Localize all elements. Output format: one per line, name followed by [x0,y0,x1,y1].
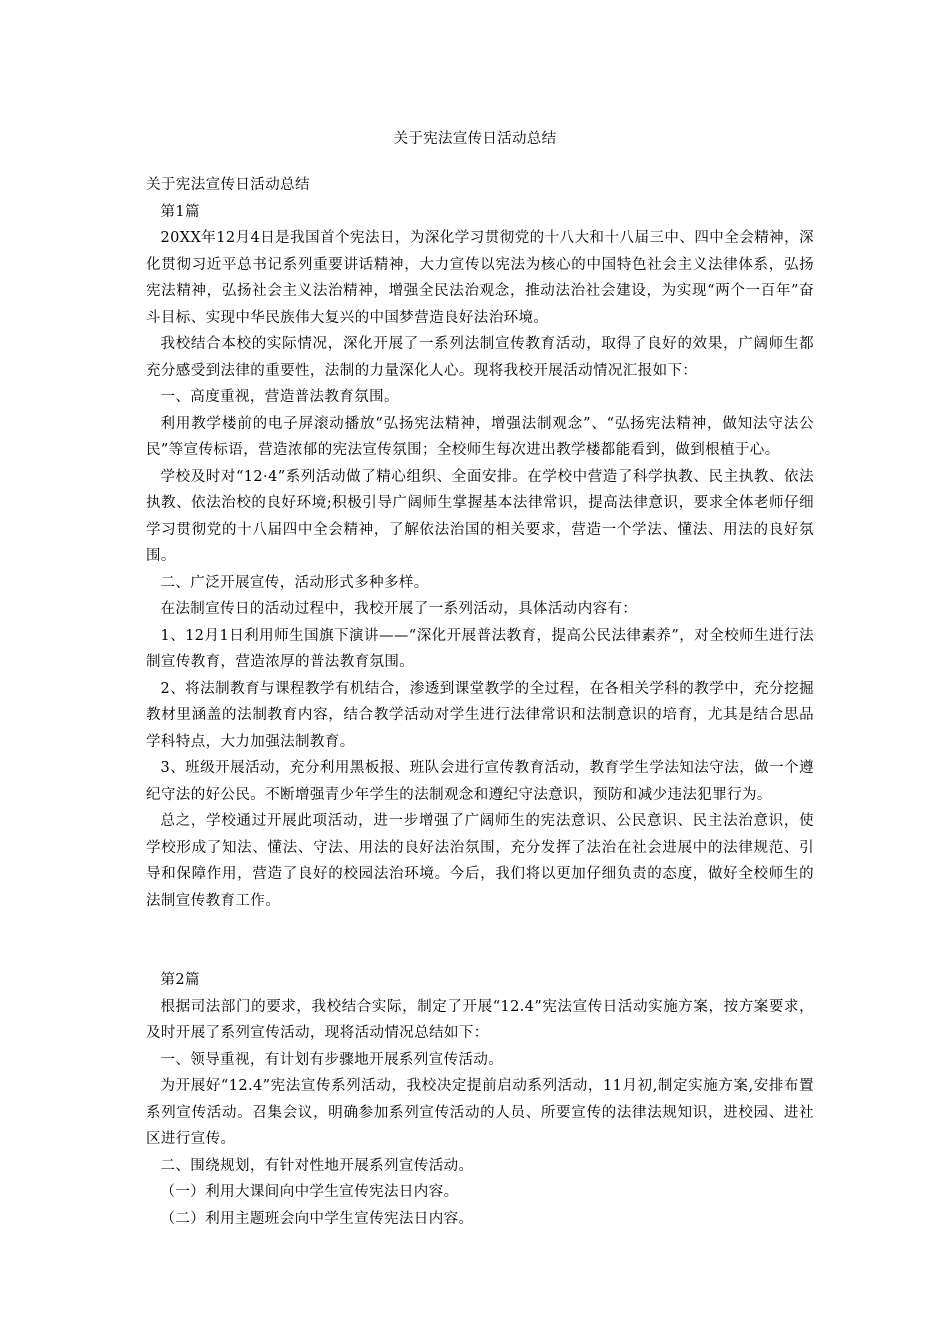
part1-section-heading: 二、广泛开展宣传，活动形式多种多样。 [160,574,429,591]
part1-heading: 第1篇 [160,203,200,220]
part1-section-heading: 一、高度重视，营造普法教育氛围。 [160,389,399,405]
part2-section-heading: 一、领导重视，有计划有步骤地开展系列宣传活动。 [160,1051,504,1068]
part1-list-item: 3、班级开展活动，充分利用黑板报、班队会进行宣传教育活动，教育学生学法知法守法，做一个遵纪守法的好公民。不断增强青少年学生的法制观念和遵纪守法意识，预防和减少违法犯罪行为。 [146,760,814,803]
section-gap [146,914,814,967]
part2-paragraph: 根据司法部门的要求，我校结合实际，制定了开展“12.4”宪法宣传日活动实施方案，按方案要求，及时开展了系列宣传活动，现将活动情况总结如下： [146,998,814,1041]
document-subtitle: 关于宪法宣传日活动总结 [146,177,310,193]
part1-paragraph: 我校结合本校的实际情况，深化开展了一系列法制宣传教育活动，取得了良好的效果，广阔师生都充分感受到法律的重要性，法制的力量深化人心。现将我校开展活动情况汇报如下： [146,336,814,379]
part2-heading: 第2篇 [160,972,200,988]
part1-list-item: 1、12月1日利用师生国旗下演讲——“深化开展普法教育，提高公民法律素养”，对全校师生进行法制宣传教育，营造浓厚的普法教育氛围。 [146,627,814,670]
part1-paragraph: 学校及时对“12·4”系列活动做了精心组织、全面安排。在学校中营造了科学执教、民主执教、依法执教、依法治校的良好环境;积极引导广阔师生掌握基本法律常识，提高法律意识，要求全体老师仔细学习贯彻党的十八届四中全会精神，了解依法治国的相关要求，营造一个学法、懂法、用法的良好氛围。 [146,468,814,564]
part2-list-item: （二）利用主题班会向中学生宣传宪法日内容。 [160,1210,474,1227]
document-body [146,172,814,1232]
part1-paragraph: 在法制宣传日的活动过程中，我校开展了一系列活动，具体活动内容有： [160,601,638,617]
part2-section-heading: 二、围绕规划，有针对性地开展系列宣传活动。 [160,1157,474,1174]
document-title: 关于宪法宣传日活动总结 [393,131,557,147]
part1-paragraph: 利用教学楼前的电子屏滚动播放“弘扬宪法精神，增强法制观念”、“弘扬宪法精神，做知法守法公民”等宣传标语，营造浓郁的宪法宣传氛围；全校师生每次进出教学楼都能看到，做到根植于心。 [146,415,814,458]
part1-list-item: 2、将法制教育与课程教学有机结合，渗透到课堂教学的全过程，在各相关学科的教学中，充分挖掘教材里涵盖的法制教育内容，结合教学活动对学生进行法律常识和法制意识的培育，尤其是结合思品学科特点，大力加强法制教育。 [146,680,814,750]
part1-paragraph: 20XX年12月4日是我国首个宪法日，为深化学习贯彻党的十八大和十八届三中、四中全会精神，深化贯彻习近平总书记系列重要讲话精神，大力宣传以宪法为核心的中国特色社会主义法律体系，弘扬宪法精神，弘扬社会主义法治精神，增强全民法治观念，推动法治社会建设，为实现“两个一百年”奋斗目标、实现中华民族伟大复兴的中国梦营造良好法治环境。 [146,230,814,326]
part2-paragraph: 为开展好“12.4”宪法宣传系列活动，我校决定提前启动系列活动，11月初,制定实施方案,安排布置系列宣传活动。召集会议，明确参加系列宣传活动的人员、所要宣传的法律法规知识，进校园、进社区进行宣传。 [146,1078,814,1147]
part2-list-item: （一）利用大课间向中学生宣传宪法日内容。 [160,1184,459,1200]
part1-paragraph: 总之，学校通过开展此项活动，进一步增强了广阔师生的宪法意识、公民意识、民主法治意识，使学校形成了知法、懂法、守法、用法的良好法治氛围，充分发挥了法治在社会进展中的法律规范、引导和保障作用，营造了良好的校园法治环境。今后，我们将以更加仔细负责的态度，做好全校师生的法制宣传教育工作。 [146,813,814,909]
